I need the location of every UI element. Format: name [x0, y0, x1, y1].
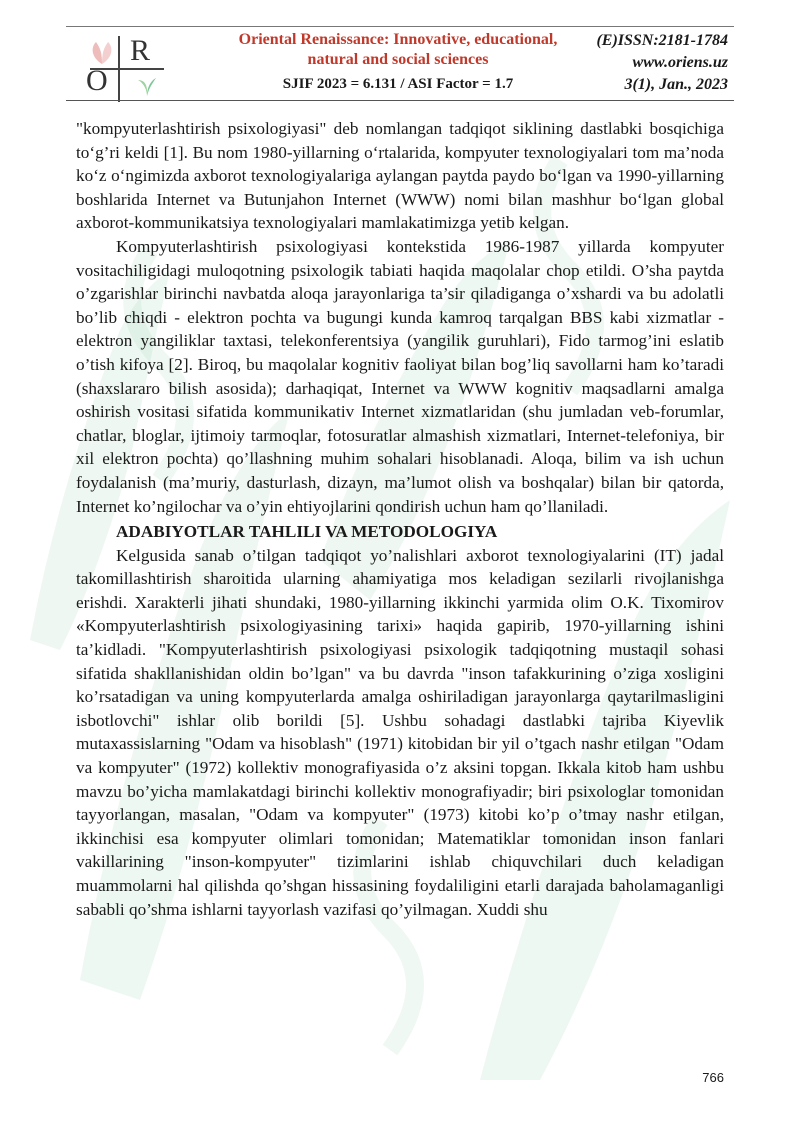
- journal-website[interactable]: www.oriens.uz: [632, 54, 728, 71]
- logo-letter-o: O: [86, 64, 108, 97]
- journal-identifiers: [596, 30, 728, 96]
- journal-impact-factors: SJIF 2023 = 6.131 / ASI Factor = 1.7: [282, 76, 514, 92]
- logo-letter-r: R: [130, 34, 151, 67]
- issue-info: 3(1), Jan., 2023: [624, 76, 728, 93]
- logo-leaf-icon: [88, 40, 116, 66]
- journal-title: Oriental Renaissance: Innovative, educational, natural and social sciences: [238, 31, 558, 68]
- body-paragraph: Kompyuterlashtirish psixologiyasi kontekstida 1986-1987 yillarda kompyuter vositachiligidagi muloqotning psixologik tabiati haqida maqolalar chop etildi. O’sha paytda o’zgarishlar birinchi navbatda aloqa jarayonlariga ta’sir qiladiganga o’xshardi va bu adolatli bo’lib chiqdi - elektron pochta va bugungi kunda kamroq tarqalgan BBS kabi xizmatlar - elektron yangiliklar taxtasi, telekonferentsiya (yangilik guruhlari), Fido tarmog’ini eslatib o’tish kifoya [2]. Biroq, bu maqolalar kognitiv faoliyat bilan bog’liq savollarni ham ko’taradi (shaxslararo bilish asosida); darhaqiqat, Internet va WWW kognitiv maqsadlarni amalga oshirish vositasi sifatida kommunikativ Internet xizmatlaridan (shu jumladan veb-forumlar, chatlar, bloglar, ijtimoiy tarmoqlar, fotosuratlar almashish xizmatlari, Internet-telefoniya, bir xil elektron pochta) qo’llashning muhim sohalari hisoblanadi. Aloqa, bilim va ish uchun foydalanish (ma’muriy, dasturlash, dizayn, ma’lumot olish va boshqalar) bilan bir qatorda, Internet ko’ngilochar va o’yin ehtiyojlarini qondirish uchun ham qo’llaniladi.: [76, 236, 724, 516]
- logo-sprout-icon: [136, 74, 158, 98]
- header-bottom-rule: [66, 100, 734, 101]
- body-paragraph: Kelgusida sanab o’tilgan tadqiqot yo’nalishlari axborot texnologiyalarini (IT) jadal takomillashtirish sharoitida ularning ahamiyatiga mos keladigan sezilarli rivojlanishga erishdi. Xarakterli jihati shundaki, 1980-yillarning ikkinchi yarmida olim O.K. Tixomirov «Kompyuterlashtirish psixologiyasining tarixi» haqida gapirib, 1970-yillarning ishini ta’kidladi. "Kompyuterlashtirish psixologiyasi psixologik tadqiqotning mustaqil sohasi sifatida shakllanishidan oldin bo’lgan" va bu davrda "inson tafakkurining o’ziga xosligini ko’rsatadigan va uning kompyuterlarda amalga oshiriladigan jarayonlarga qaytarilmasligini isbotlovchi" ishlar olib borildi [5]. Ushbu sohadagi dastlabki tajriba Kiyevlik mutaxassislarning "Odam va hisoblash" (1971) kitobidan bir yil o’tgach nashr etilgan "Odam va kompyuter" (1972) kollektiv monografiyasida o’z aksini topgan. Ikkala kitob ham ushbu mavzu bo’yicha mamlakatdagi birinchi kollektiv monografiyadir; biri psixologlar tomonidan tayyorlangan, masalan, "Odam va kompyuter" (1973) kitobi ko’p o’tmay nashr etilgan, ikkinchisi esa kompyuter olimlari tomonidan; Matematiklar tomonidan inson fanlari vakillarining "inson-kompyuter" tizimlarini ishlab chiquvchilari duch keladigan muammolarni hal qilishda qo’shgan hissasining foydaliligini etarli darajada baholamaganligi sababli qo’shma ishlarni tayyorlash vazifasi qo’yilmagan. Xuddi shu: [76, 545, 724, 919]
- body-paragraph: "kompyuterlashtirish psixologiyasi" deb nomlangan tadqiqot siklining dastlabki bosqichiga to‘g’ri keldi [1]. Bu nom 1980-yillarning o‘rtalarida, kompyuter texnologiyalari tom ma’noda ko‘z o‘ngimizda axborot texnologiyalariga aylangan paytda paydo bo‘lgan va 1990-yillarning boshlarida Internet va Butunjahon Internet (WWW) nomi bilan mashhur bo‘lgan global axborot-kommunikatsiya texnologiyalari mamlakatimizga yetib kelgan.: [76, 119, 724, 233]
- page-header: [66, 26, 734, 102]
- section-heading: ADABIYOTLAR TAHLILI VA METODOLOGIYA: [116, 522, 498, 542]
- page-number: 766: [702, 1070, 724, 1085]
- article-body: [76, 117, 724, 921]
- issn-number: (E)ISSN:2181-1784: [596, 32, 728, 49]
